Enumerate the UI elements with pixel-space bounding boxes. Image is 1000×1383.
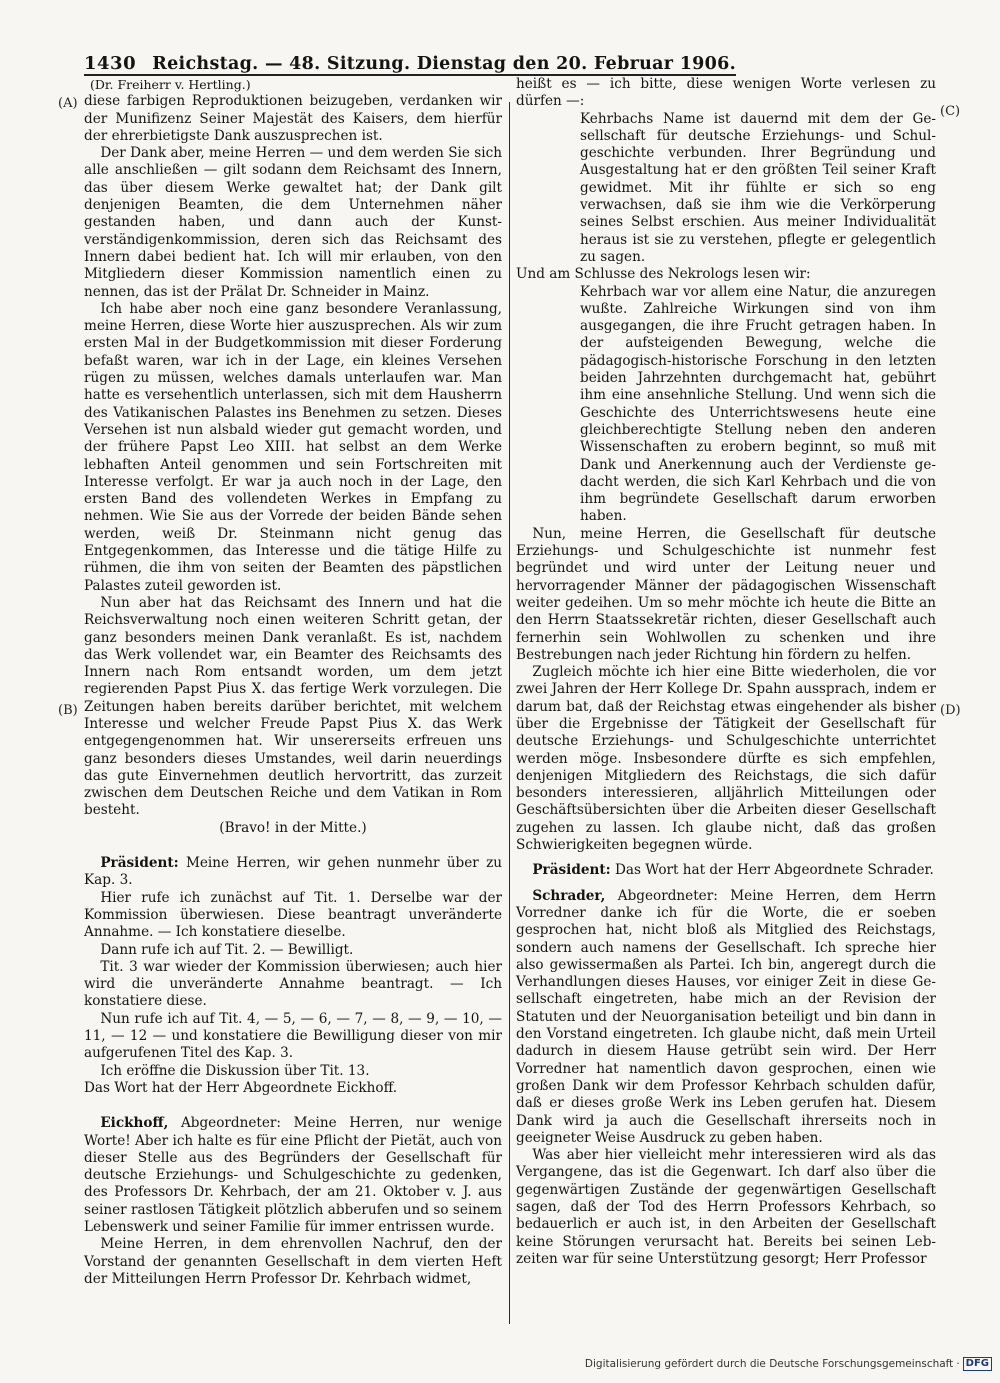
quotation: Kehrbach war vor allem eine Natur, die anzuregen wußte. Zahlreiche Wirkungen sind von ihm ausgegangen, die ihre Frucht getragen haben. In der aufsteigenden Bewegung, welche die pädagogisch-historische Forschung in den letzten beiden Jahrzehnten durchgemacht hat, gebührt ihm eine ansehnliche Stellung. Und wenn sich die Geschichte des Unterrichtswesens heute eine gleichberechtigte Stellung neben den anderen Wissenschaften zu erobern beginnt, so muß mit Dank und Anerkennung auch der Verdienste gedacht werden, die sich Karl Kehrbach und die von ihm begründete Gesellschaft darum erworben haben. (580, 283, 936, 525)
margin-marker-d: (D) (940, 703, 961, 718)
paragraph: Hier rufe ich zunächst auf Tit. 1. Derselbe war der Kommission überwiesen. Diese beantragt unveränderte Annahme. — Ich konstatiere dieselbe. (84, 889, 502, 941)
paragraph: Das Wort hat der Herr Abgeordnete Eickhoff. (84, 1079, 398, 1096)
dfg-logo: DFG (963, 1357, 992, 1371)
margin-marker-a: (A) (58, 96, 78, 111)
margin-marker-c: (C) (940, 104, 961, 119)
separator-dot: · (956, 1358, 960, 1370)
president-speech (84, 855, 502, 890)
paragraph: Dann rufe ich auf Tit. 2. — Bewilligt. (100, 941, 354, 958)
eickhoff-speech (84, 1115, 502, 1236)
left-column (84, 76, 502, 1288)
applause-note: (Bravo! in der Mitte.) (219, 819, 367, 836)
paragraph: Was aber hier vielleicht mehr interessieren wird als das Vergangene, das ist die Gegenwart. Ich darf also über die gegenwärtigen Zustände der gegenwärtigen Gesellschaft sagen, daß der Tod des Herrn Professors Kehrbach, so bedauerlich er auch ist, in den Arbeiten der Gesellschaft keine Störungen verursacht hat. Bereits bei seinen Lebzeiten war für seine Unterstützung gesorgt; Herr Professor (516, 1147, 936, 1267)
column-divider (509, 102, 510, 1324)
running-title: Reichstag. — 48. Sitzung. Dienstag den 20. Februar 1906. (152, 54, 736, 74)
paragraph: Und am Schlusse des Nekrologs lesen wir: (516, 266, 811, 283)
paragraph: Ich eröffne die Diskussion über Tit. 13. (100, 1062, 370, 1079)
speaker-name: Schrader, (532, 887, 606, 904)
paragraph: Der Dank aber, meine Herren — und dem werden Sie sich alle anschließen — gilt sodann dem Reichsamt des Innern, das über diesem Werke gewaltet hat; der Dank gilt denjenigen Beamten, die dem Unternehmen näher gestanden haben, und dann auch der Kunstverständigenkommission, deren sich das Reichsamt des Innern dabei bedient hat. Ich will mir erlauben, von den Mitgliedern dieser Kommission namentlich einen zu nennen, das ist der Prälat Dr. Schneider in Mainz. (84, 145, 502, 300)
speaker-name: Präsident: (100, 855, 179, 872)
page-number: 1430 (84, 53, 137, 74)
speech-text: Meine Herren, wir gehen nunmehr über zu Kap. 3. (84, 855, 502, 889)
schrader-speech (516, 888, 936, 1147)
paragraph: Nun, meine Herren, die Gesellschaft für deutsche Erziehungs- und Schulgeschichte ist nunmehr fest begründet und wird unter der Leitung neuer und hervorragender Männer der pädagogischen Wissenschaft weiter gedeihen. Um so mehr möchte ich heute die Bitte an den Herrn Staatssekretär richten, dieser Gesellschaft auch fernerhin sein Wohlwollen zu schenken und ihre Bestrebungen nach jeder Richtung hin fördern zu helfen. (516, 525, 936, 663)
right-column (516, 76, 936, 1268)
paragraph: Nun rufe ich auf Tit. 4, — 5, — 6, — 7, — 8, — 9, — 10, — 11, — 12 — und konstatiere die Bewilligung dieser von mir aufgerufenen Titel des Kap. 3. (84, 1010, 502, 1062)
paragraph: Nun aber hat das Reichsamt des Innern und hat die Reichsverwaltung noch einen weiteren Schritt getan, der ganz besonders meinen Dank veranlaßt. Es ist, nachdem das Werk vollendet war, ein Beamter des Reichsamts des Innern nach Rom entsandt worden, um dem jetzt regierenden Papst Pius X. das fertige Werk vorzulegen. Die Zeitungen haben bereits darüber berichtet, mit welchem Interesse und welcher Freude Papst Pius X. das Werk entgegengenommen hat. Wir unsererseits erfreuen uns ganz besonders dieses Umstandes, weil darin neuerdings das gute Einvernehmen deutlich hervortritt, das zurzeit zwischen dem Deutschen Reiche und dem Vatikan in Rom besteht. (84, 594, 502, 819)
paragraph: Tit. 3 war wieder der Kommission überwiesen; auch hier wird die unveränderte Annahme beantragt. — Ich konstatiere diese. (84, 958, 502, 1010)
speech-text: Abgeordneter: Meine Herren, dem Herrn Vorredner danke ich für die Worte, die er soeben gesprochen hat, nicht bloß als Mitglied des Reichstags, sondern auch namens der Gesellschaft. Ich spreche hier also gewissermaßen als Partei. Ich bin, angeregt durch die Verhandlungen dieses Hauses, vor einiger Zeit in diese Gesellschaft eingetreten, habe mich an der Revision der Statuten und der Neuorganisation beteiligt und bin dann in den Vorstand eingetreten. Ich glaube nicht, daß mein Urteil dadurch in diesem Hause getrübt sein wird. Der Herr Vorredner hat namentlich davon gesprochen, einen wie großen Dank wir dem Professor Kehrbach schulden dafür, daß er dieses große Werk ins Leben gerufen hat. Diesem Dank wird ja auch die Gesellschaft ihrerseits noch in geeigneter Weise Ausdruck zu geben haben. (516, 887, 936, 1146)
page-header (84, 44, 736, 76)
credit-text: Digitalisierung gefördert durch die Deutsche Forschungsgemeinschaft (584, 1358, 954, 1370)
margin-marker-b: (B) (58, 703, 78, 718)
quotation: Kehrbachs Name ist dauernd mit dem der Gesellschaft für deutsche Erziehungs- und Schulgeschichte verbunden. Ihrer Begründung und Ausgestaltung hat er den größten Teil seiner Kraft gewidmet. Mit ihr fühlte er sich so eng verwachsen, daß sie ihm wie die Verkörperung seines Selbst erschien. Aus meiner Individualität heraus ist sie zu verstehen, pflegte er gelegentlich zu sagen. (580, 110, 936, 265)
speech-text: Abgeordneter: Meine Herren, nur wenige Worte! Aber ich halte es für eine Pflicht der Pietät, auch von dieser Stelle aus des Begründers der Gesellschaft für deutsche Erziehungs- und Schulgeschichte zu gedenken, des Professors Dr. Kehrbach, der am 21. Oktober v. J. aus seiner rastlosen Tätigkeit plötzlich abberufen und so seinem Lebenswerk und seiner Familie für immer entrissen wurde. (84, 1115, 502, 1235)
president-speech (516, 862, 936, 879)
speaker-name: Eickhoff, (100, 1115, 169, 1132)
paragraph: Meine Herren, in dem ehrenvollen Nachruf, den der Vorstand der genannten Gesellschaft in dem vierten Heft der Mitteilungen Herrn Professor Dr. Kehrbach widmet, (84, 1236, 502, 1287)
paragraph: heißt es — ich bitte, diese wenigen Worte verlesen zu dürfen —: (516, 76, 936, 110)
speaker-name: Präsident: (532, 862, 611, 879)
paragraph: Ich habe aber noch eine ganz besondere Veranlassung, meine Herren, diese Worte hier auszusprechen. Als wir zum ersten Mal in der Budgetkommission mit dieser Forderung befaßt waren, war ich in der Lage, ein kleines Versehen rügen zu müssen, welches damals unterlaufen war. Man hatte es versehentlich unterlassen, sich mit dem Hausherrn des Vatikanischen Palastes ins Benehmen zu setzen. Dieses Versehen ist nun alsbald wieder gut gemacht worden, und der frühere Papst Leo XIII. hat selbst an dem Werke lebhaften Anteil genommen und sein Fortschreiten mit Interesse verfolgt. Er war ja auch noch in der Lage, den ersten Band des vollendeten Werkes in Empfang zu nehmen. Wie Sie aus der Vorrede der beiden Bände sehen werden, weiß Dr. Steinmann nicht genug das Entgegenkommen, das Interesse und die tätige Hilfe zu rühmen, die ihm von seiten der Beamten des päpstlichen Palastes zuteil geworden ist. (84, 300, 502, 594)
paragraph: Zugleich möchte ich hier eine Bitte wiederholen, die vor zwei Jahren der Herr Kollege Dr. Spahn aussprach, indem er darum bat, daß der Reichstag etwas eingehender als bisher über die Ergebnisse der Tätigkeit der Gesellschaft für deutsche Erziehungs- und Schulgeschichte unterrichtet werden möge. Insbesondere dürfte es sich empfehlen, denjenigen Mitgliedern des Reichstags, die sich dafür besonders interessieren, alljährlich Mitteilungen oder Geschäftsübersichten über die Arbeiten dieser Gesellschaft zugehen zu lassen. Ich glaube nicht, daß das großen Schwierigkeiten begegnen würde. (516, 664, 936, 854)
speaker-continuation-tag: (Dr. Freiherr v. Hertling.) (90, 77, 251, 92)
paragraph: diese farbigen Reproduktionen beizugeben, verdanken wir der Munifizenz Seiner Majestät des Kaisers, dem hierfür der ehrerbietigste Dank auszusprechen ist. (84, 93, 502, 144)
digitization-credit (585, 1357, 992, 1371)
speech-text: Das Wort hat der Herr Abgeordnete Schrader. (610, 862, 934, 879)
